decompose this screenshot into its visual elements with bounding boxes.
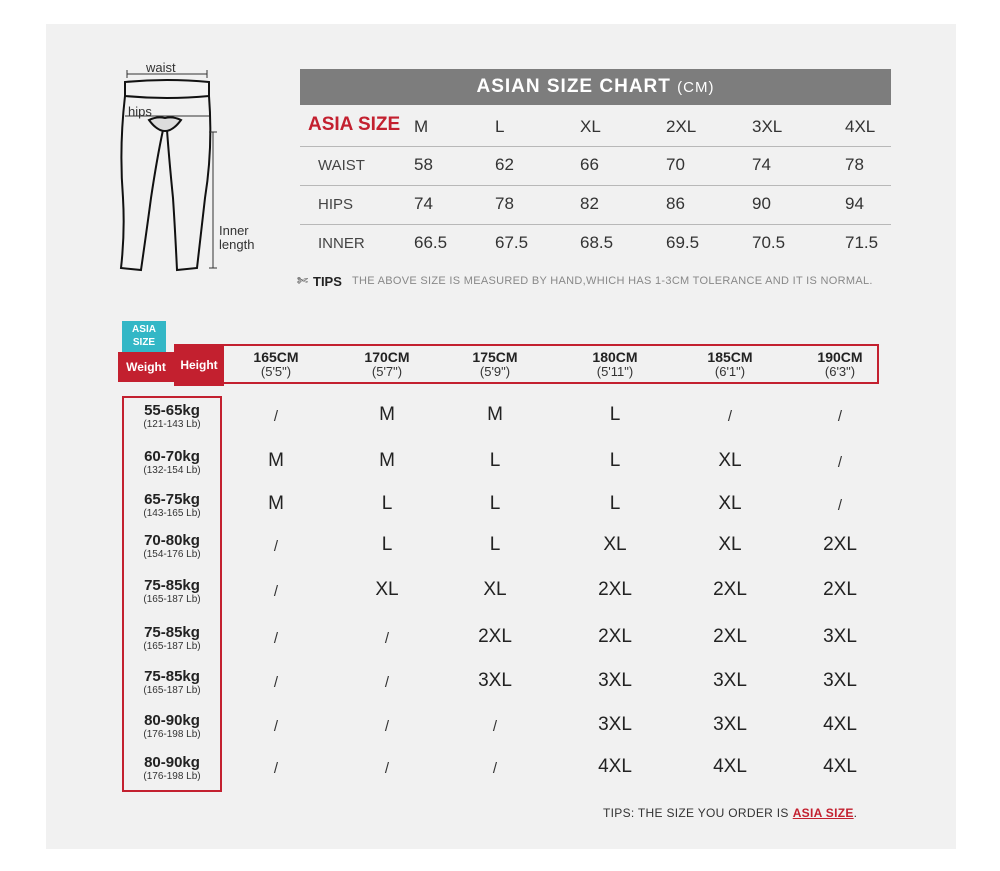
size-cell: M bbox=[487, 404, 503, 425]
size-cell: / bbox=[384, 630, 390, 647]
size-cell: XL bbox=[375, 579, 399, 600]
size-cell: 4XL bbox=[823, 756, 857, 777]
inner-label-line2: length bbox=[219, 237, 255, 252]
weight-lb: (176-198 Lb) bbox=[143, 771, 201, 782]
measure-value: 68.5 bbox=[580, 233, 614, 252]
size-cell: / bbox=[492, 760, 498, 777]
size-cell: / bbox=[492, 718, 498, 735]
size-cell: 4XL bbox=[598, 756, 632, 777]
weight-cell bbox=[124, 402, 220, 431]
asia-size-tag bbox=[122, 321, 166, 352]
weight-tag: Weight bbox=[118, 352, 174, 382]
size-cell: / bbox=[384, 718, 390, 735]
weight-kg: 75-85kg bbox=[144, 624, 200, 641]
measure-label-hips: HIPS bbox=[318, 196, 354, 213]
bottom-tip-end: . bbox=[853, 806, 858, 820]
size-cell: / bbox=[837, 454, 843, 471]
size-cell: / bbox=[273, 674, 279, 691]
height-ft: (5'7") bbox=[371, 364, 403, 379]
weight-cell bbox=[124, 712, 220, 741]
size-cell: L bbox=[489, 450, 501, 471]
size-cell: 2XL bbox=[823, 579, 857, 600]
measure-value: 70 bbox=[666, 155, 685, 174]
inner-length-label bbox=[219, 224, 254, 252]
size-cell: 2XL bbox=[713, 626, 747, 647]
measure-value: 71.5 bbox=[845, 233, 879, 252]
height-cell bbox=[450, 349, 540, 379]
height-ft: (5'5") bbox=[260, 364, 292, 379]
weight-lb: (165-187 Lb) bbox=[143, 685, 201, 696]
size-cell: L bbox=[609, 404, 621, 425]
size-header-2xl: 2XL bbox=[666, 117, 697, 136]
weight-cell bbox=[124, 754, 220, 783]
bottom-tip-highlight: ASIA SIZE bbox=[792, 806, 854, 820]
size-cell: 3XL bbox=[823, 626, 857, 647]
size-cell: 2XL bbox=[823, 534, 857, 555]
size-cell: L bbox=[489, 493, 501, 514]
bottom-tip-text: TIPS: THE SIZE YOU ORDER IS bbox=[603, 806, 789, 820]
waist-label: waist bbox=[146, 60, 176, 75]
measure-value: 74 bbox=[752, 155, 771, 174]
weight-cell bbox=[124, 624, 220, 653]
size-cell: L bbox=[489, 534, 501, 555]
size-cell: / bbox=[273, 718, 279, 735]
measure-label-inner: INNER bbox=[318, 235, 365, 252]
size-cell: 3XL bbox=[823, 670, 857, 691]
inner-label-line1: Inner bbox=[219, 223, 249, 238]
size-cell: 3XL bbox=[598, 714, 632, 735]
size-chart-unit: (CM) bbox=[677, 79, 715, 96]
height-cell bbox=[570, 349, 660, 379]
weight-lb: (143-165 Lb) bbox=[143, 508, 201, 519]
size-cell: 4XL bbox=[713, 756, 747, 777]
divider bbox=[300, 224, 891, 225]
scissors-icon: ✄ bbox=[297, 273, 308, 288]
size-cell: / bbox=[273, 760, 279, 777]
height-cell bbox=[231, 349, 321, 379]
weight-kg: 70-80kg bbox=[144, 532, 200, 549]
measure-value: 78 bbox=[495, 194, 514, 213]
weight-kg: 55-65kg bbox=[144, 402, 200, 419]
size-cell: XL bbox=[718, 450, 742, 471]
weight-cell bbox=[124, 532, 220, 561]
size-cell: / bbox=[727, 408, 733, 425]
tips-text: THE ABOVE SIZE IS MEASURED BY HAND,WHICH HAS 1-3CM TOLERANCE AND IT IS NORMAL. bbox=[352, 275, 873, 287]
asia-size-header: ASIA SIZE bbox=[308, 114, 401, 135]
size-cell: / bbox=[273, 408, 279, 425]
height-cell bbox=[685, 349, 775, 379]
size-cell: L bbox=[609, 450, 621, 471]
asia-tag-line1: ASIA bbox=[132, 324, 156, 335]
height-cm: 185CM bbox=[707, 349, 753, 365]
height-cm: 170CM bbox=[364, 349, 410, 365]
size-cell: 3XL bbox=[713, 670, 747, 691]
size-cell: / bbox=[837, 408, 843, 425]
height-ft: (5'11") bbox=[596, 364, 634, 379]
measure-value: 78 bbox=[845, 155, 864, 174]
size-cell: / bbox=[837, 497, 843, 514]
weight-lb: (176-198 Lb) bbox=[143, 729, 201, 740]
weight-kg: 80-90kg bbox=[144, 712, 200, 729]
size-cell: / bbox=[273, 538, 279, 555]
measure-label-waist: WAIST bbox=[318, 157, 365, 174]
size-cell: / bbox=[273, 630, 279, 647]
height-cm: 165CM bbox=[253, 349, 299, 365]
size-cell: 3XL bbox=[598, 670, 632, 691]
size-cell: L bbox=[609, 493, 621, 514]
size-cell: L bbox=[381, 493, 393, 514]
height-cm: 190CM bbox=[817, 349, 863, 365]
size-header-xl: XL bbox=[580, 117, 601, 136]
size-cell: / bbox=[273, 583, 279, 600]
size-cell: M bbox=[268, 493, 284, 514]
hips-label: hips bbox=[128, 104, 152, 119]
size-cell: XL bbox=[718, 493, 742, 514]
measure-value: 70.5 bbox=[752, 233, 786, 252]
weight-cell bbox=[124, 668, 220, 697]
height-ft: (5'9") bbox=[479, 364, 511, 379]
measure-value: 58 bbox=[414, 155, 433, 174]
tips-key: TIPS bbox=[313, 274, 342, 289]
asia-tag-line2: SIZE bbox=[132, 337, 156, 348]
size-cell: XL bbox=[603, 534, 627, 555]
size-cell: 3XL bbox=[713, 714, 747, 735]
size-cell: XL bbox=[483, 579, 507, 600]
weight-kg: 65-75kg bbox=[144, 491, 200, 508]
weight-lb: (121-143 Lb) bbox=[143, 419, 201, 430]
height-cm: 175CM bbox=[472, 349, 518, 365]
height-ft: (6'3") bbox=[824, 364, 856, 379]
size-cell: M bbox=[379, 450, 395, 471]
measure-value: 62 bbox=[495, 155, 514, 174]
measure-value: 90 bbox=[752, 194, 771, 213]
size-header-l: L bbox=[495, 117, 505, 136]
bottom-tip bbox=[603, 806, 857, 820]
weight-kg: 75-85kg bbox=[144, 577, 200, 594]
size-cell: L bbox=[381, 534, 393, 555]
size-cell: 2XL bbox=[598, 579, 632, 600]
size-header-m: M bbox=[414, 117, 429, 136]
height-cell bbox=[342, 349, 432, 379]
size-cell: 3XL bbox=[478, 670, 512, 691]
measure-value: 67.5 bbox=[495, 233, 529, 252]
weight-kg: 60-70kg bbox=[144, 448, 200, 465]
measure-value: 94 bbox=[845, 194, 864, 213]
size-header-4xl: 4XL bbox=[845, 117, 876, 136]
measure-value: 86 bbox=[666, 194, 685, 213]
weight-lb: (165-187 Lb) bbox=[143, 641, 201, 652]
size-cell: 2XL bbox=[713, 579, 747, 600]
size-cell: / bbox=[384, 760, 390, 777]
divider bbox=[300, 146, 891, 147]
size-chart-title bbox=[300, 69, 891, 105]
size-cell: 4XL bbox=[823, 714, 857, 735]
size-cell: 2XL bbox=[598, 626, 632, 647]
weight-lb: (154-176 Lb) bbox=[143, 549, 201, 560]
measure-value: 74 bbox=[414, 194, 433, 213]
size-cell: M bbox=[379, 404, 395, 425]
height-ft: (6'1") bbox=[714, 364, 746, 379]
weight-lb: (132-154 Lb) bbox=[143, 465, 201, 476]
size-chart-title-text: ASIAN SIZE CHART bbox=[476, 76, 671, 97]
size-cell: M bbox=[268, 450, 284, 471]
divider bbox=[300, 185, 891, 186]
measure-value: 66.5 bbox=[414, 233, 448, 252]
height-cm: 180CM bbox=[592, 349, 638, 365]
weight-kg: 75-85kg bbox=[144, 668, 200, 685]
size-cell: XL bbox=[718, 534, 742, 555]
measure-value: 66 bbox=[580, 155, 599, 174]
height-cell bbox=[795, 349, 885, 379]
size-header-3xl: 3XL bbox=[752, 117, 783, 136]
weight-cell bbox=[124, 491, 220, 520]
weight-cell bbox=[124, 577, 220, 606]
measure-value: 82 bbox=[580, 194, 599, 213]
weight-lb: (165-187 Lb) bbox=[143, 594, 201, 605]
weight-kg: 80-90kg bbox=[144, 754, 200, 771]
weight-cell bbox=[124, 448, 220, 477]
size-cell: 2XL bbox=[478, 626, 512, 647]
measure-value: 69.5 bbox=[666, 233, 700, 252]
height-tag: Height bbox=[174, 344, 224, 386]
size-cell: / bbox=[384, 674, 390, 691]
